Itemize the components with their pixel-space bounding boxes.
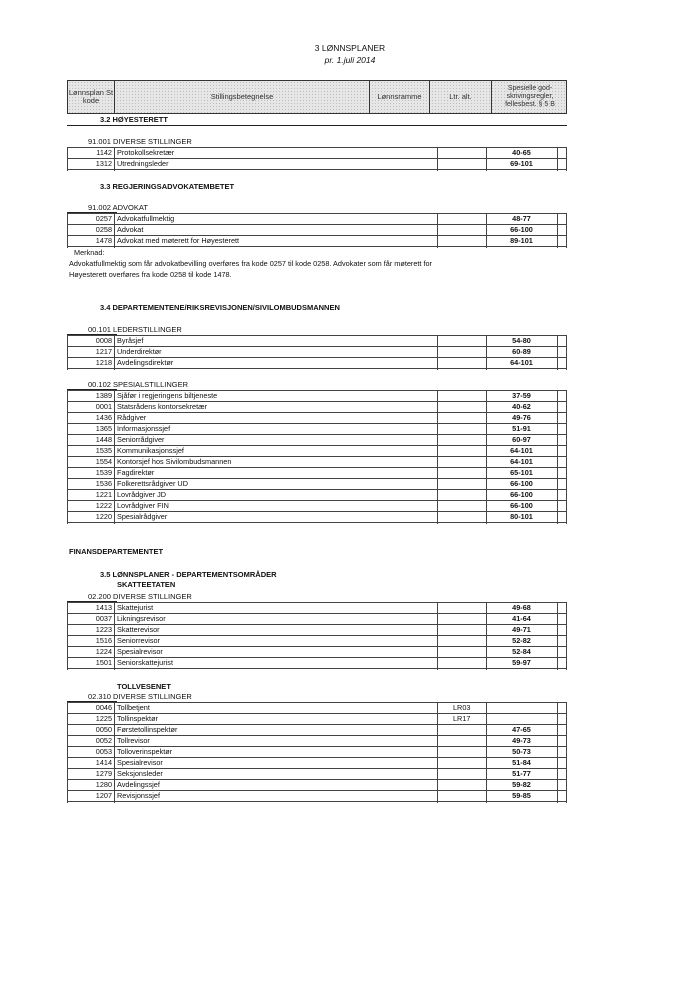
table-3-2 xyxy=(67,147,567,171)
stillingsbetegnelse-cell: Sjåfør i regjeringens biltjeneste xyxy=(117,391,218,400)
st-kode-cell: 1413 xyxy=(95,603,112,612)
ltr-alt-cell: 48-77 xyxy=(512,214,531,223)
ltr-alt-cell: 40-62 xyxy=(512,402,531,411)
st-kode-cell: 1448 xyxy=(95,435,112,444)
ltr-alt-cell: 59-85 xyxy=(512,791,531,800)
stillingsbetegnelse-cell: Tollbetjent xyxy=(117,703,150,712)
stillingsbetegnelse-cell: Spesialrevisor xyxy=(117,758,163,767)
table-row xyxy=(67,424,567,435)
table-row xyxy=(67,658,567,669)
table-row xyxy=(67,413,567,424)
ltr-alt-cell: 66-100 xyxy=(510,490,533,499)
st-kode-cell: 1389 xyxy=(95,391,112,400)
note-label: Merknad: xyxy=(74,248,105,257)
st-kode-cell: 1436 xyxy=(95,413,112,422)
table-row xyxy=(67,736,567,747)
stillingsbetegnelse-cell: Seniorskattejurist xyxy=(117,658,173,667)
col-stkode: Lønnsplan St kode xyxy=(68,81,115,113)
stillingsbetegnelse-cell: Seniorrevisor xyxy=(117,636,160,645)
ltr-alt-cell: 49-71 xyxy=(512,625,531,634)
table-row xyxy=(67,391,567,402)
table-row xyxy=(67,780,567,791)
table-row xyxy=(67,347,567,358)
table-row xyxy=(67,457,567,468)
table-row xyxy=(67,603,567,614)
group-title: 02.200 DIVERSE STILLINGER xyxy=(88,592,192,601)
table-row xyxy=(67,501,567,512)
table-row xyxy=(67,214,567,225)
table-3-3 xyxy=(67,213,567,248)
stillingsbetegnelse-cell: Revisjonssjef xyxy=(117,791,160,800)
subsection-title: SKATTEETATEN xyxy=(117,580,176,589)
stillingsbetegnelse-cell: Advokatfullmektig xyxy=(117,214,175,223)
stillingsbetegnelse-cell: Fagdirektør xyxy=(117,468,155,477)
table-row xyxy=(67,490,567,501)
table-row xyxy=(67,636,567,647)
st-kode-cell: 1539 xyxy=(95,468,112,477)
section-title-3-5: 3.5 LØNNSPLANER - DEPARTEMENTSOMRÅDER xyxy=(100,570,277,579)
lonnsramme-cell: LR17 xyxy=(453,714,471,723)
section-title-3-3: 3.3 REGJERINGSADVOKATEMBETET xyxy=(100,182,235,191)
stillingsbetegnelse-cell: Byråsjef xyxy=(117,336,144,345)
table-row xyxy=(67,402,567,413)
stillingsbetegnelse-cell: Avdelingssjef xyxy=(117,780,160,789)
st-kode-cell: 1207 xyxy=(95,791,112,800)
table-row xyxy=(67,625,567,636)
stillingsbetegnelse-cell: Tolloverinspektør xyxy=(117,747,173,756)
ltr-alt-cell: 60-97 xyxy=(512,435,531,444)
ltr-alt-cell: 64-101 xyxy=(510,457,533,466)
table-row xyxy=(67,468,567,479)
table-row xyxy=(67,769,567,780)
stillingsbetegnelse-cell: Seksjonsleder xyxy=(117,769,163,778)
table-row xyxy=(67,703,567,714)
stillingsbetegnelse-cell: Seniorrådgiver xyxy=(117,435,165,444)
st-kode-cell: 0046 xyxy=(95,703,112,712)
ltr-alt-cell: 59-97 xyxy=(512,658,531,667)
table-row xyxy=(67,446,567,457)
stillingsbetegnelse-cell: Skattejurist xyxy=(117,603,154,612)
st-kode-cell: 0001 xyxy=(95,402,112,411)
st-kode-cell: 1221 xyxy=(95,490,112,499)
stillingsbetegnelse-cell: Skatterevisor xyxy=(117,625,160,634)
stillingsbetegnelse-cell: Statsrådens kontorsekretær xyxy=(117,402,208,411)
group-title: 00.102 SPESIALSTILLINGER xyxy=(88,380,189,389)
ltr-alt-cell: 60-89 xyxy=(512,347,531,356)
table-row xyxy=(67,758,567,769)
stillingsbetegnelse-cell: Underdirektør xyxy=(117,347,162,356)
group-title: 00.101 LEDERSTILLINGER xyxy=(88,325,182,334)
st-kode-cell: 1218 xyxy=(95,358,112,367)
col-ltr-alt: Ltr. alt. xyxy=(430,81,492,113)
st-kode-cell: 1414 xyxy=(95,758,112,767)
st-kode-cell: 1222 xyxy=(95,501,112,510)
table-row xyxy=(67,725,567,736)
st-kode-cell: 0008 xyxy=(95,336,112,345)
table-row xyxy=(67,791,567,802)
st-kode-cell: 1554 xyxy=(95,457,112,466)
st-kode-cell: 1223 xyxy=(95,625,112,634)
ltr-alt-cell: 52-82 xyxy=(512,636,531,645)
lonnsramme-cell: LR03 xyxy=(453,703,471,712)
table-row xyxy=(67,479,567,490)
stillingsbetegnelse-cell: Advokat med møterett for Høyesterett xyxy=(117,236,240,245)
st-kode-cell: 0258 xyxy=(95,225,112,234)
st-kode-cell: 1516 xyxy=(95,636,112,645)
stillingsbetegnelse-cell: Likningsrevisor xyxy=(117,614,166,623)
ltr-alt-cell: 51-77 xyxy=(512,769,531,778)
col-lonnsramme: Lønnsramme xyxy=(370,81,430,113)
table-row xyxy=(67,614,567,625)
st-kode-cell: 0052 xyxy=(95,736,112,745)
stillingsbetegnelse-cell: Tollrevisor xyxy=(117,736,150,745)
stillingsbetegnelse-cell: Tollinspektør xyxy=(117,714,158,723)
ltr-alt-cell: 51-84 xyxy=(512,758,531,767)
st-kode-cell: 0053 xyxy=(95,747,112,756)
ltr-alt-cell: 64-101 xyxy=(510,358,533,367)
ltr-alt-cell: 69-101 xyxy=(510,159,533,168)
stillingsbetegnelse-cell: Protokollsekretær xyxy=(117,148,175,157)
subsection-title: TOLLVESENET xyxy=(117,682,171,691)
ltr-alt-cell: 64-101 xyxy=(510,446,533,455)
ltr-alt-cell: 65-101 xyxy=(510,468,533,477)
page-title: 3 LØNNSPLANER xyxy=(314,43,386,53)
stillingsbetegnelse-cell: Informasjonssjef xyxy=(117,424,171,433)
ltr-alt-cell: 50-73 xyxy=(512,747,531,756)
table-row xyxy=(67,159,567,170)
table-row xyxy=(67,236,567,247)
group-title: 02.310 DIVERSE STILLINGER xyxy=(88,692,192,701)
section-title-3-2: 3.2 HØYESTERETT xyxy=(100,115,168,124)
st-kode-cell: 1535 xyxy=(95,446,112,455)
col-spesielle: Spesielle god-skrivingsregler, fellesbest. § 5 B xyxy=(505,85,555,108)
ltr-alt-cell: 89-101 xyxy=(510,236,533,245)
st-kode-cell: 1536 xyxy=(95,479,112,488)
stillingsbetegnelse-cell: Utredningsleder xyxy=(117,159,169,168)
table-row xyxy=(67,225,567,236)
st-kode-cell: 0050 xyxy=(95,725,112,734)
ltr-alt-cell: 49-73 xyxy=(512,736,531,745)
stillingsbetegnelse-cell: Advokat xyxy=(117,225,144,234)
stillingsbetegnelse-cell: Kontorsjef hos Sivilombudsmannen xyxy=(117,457,232,466)
table-row xyxy=(67,336,567,347)
stillingsbetegnelse-cell: Kommunikasjonssjef xyxy=(117,446,184,455)
table-3-4-leder xyxy=(67,335,567,370)
table-row xyxy=(67,714,567,725)
section-title-3-4: 3.4 DEPARTEMENTENE/RIKSREVISJONEN/SIVILOMBUDSMANNEN xyxy=(100,303,340,312)
stillingsbetegnelse-cell: Spesialrevisor xyxy=(117,647,163,656)
divider xyxy=(67,125,567,126)
ltr-alt-cell: 37-59 xyxy=(512,391,531,400)
stillingsbetegnelse-cell: Lovrådgiver JD xyxy=(117,490,167,499)
table-row xyxy=(67,647,567,658)
ltr-alt-cell: 59-82 xyxy=(512,780,531,789)
st-kode-cell: 1224 xyxy=(95,647,112,656)
ltr-alt-cell: 52-84 xyxy=(512,647,531,656)
st-kode-cell: 1279 xyxy=(95,769,112,778)
ltr-alt-cell: 66-100 xyxy=(510,225,533,234)
table-row xyxy=(67,148,567,159)
table-3-5 xyxy=(67,602,567,670)
st-kode-cell: 1501 xyxy=(95,658,112,667)
ltr-alt-cell: 40-65 xyxy=(512,148,531,157)
st-kode-cell: 1478 xyxy=(95,236,112,245)
ltr-alt-cell: 66-100 xyxy=(510,501,533,510)
stillingsbetegnelse-cell: Rådgiver xyxy=(117,413,147,422)
column-header xyxy=(67,80,567,114)
st-kode-cell: 0037 xyxy=(95,614,112,623)
stillingsbetegnelse-cell: Førstetollinspektør xyxy=(117,725,178,734)
ltr-alt-cell: 41-64 xyxy=(512,614,531,623)
group-title: 91.002 ADVOKAT xyxy=(88,203,148,212)
st-kode-cell: 0257 xyxy=(95,214,112,223)
ltr-alt-cell: 80-101 xyxy=(510,512,533,521)
st-kode-cell: 1142 xyxy=(96,148,112,157)
table-row xyxy=(67,435,567,446)
page-subtitle: pr. 1.juli 2014 xyxy=(324,55,376,65)
stillingsbetegnelse-cell: Spesialrådgiver xyxy=(117,512,168,521)
stillingsbetegnelse-cell: Folkerettsrådgiver UD xyxy=(117,479,188,488)
st-kode-cell: 1365 xyxy=(95,424,112,433)
ltr-alt-cell: 49-68 xyxy=(512,603,531,612)
st-kode-cell: 1217 xyxy=(95,347,112,356)
stillingsbetegnelse-cell: Lovrådgiver FIN xyxy=(117,501,169,510)
st-kode-cell: 1225 xyxy=(95,714,112,723)
col-stillingsbetegnelse: Stillingsbetegnelse xyxy=(115,81,370,113)
group-title: 91.001 DIVERSE STILLINGER xyxy=(88,137,192,146)
table-row xyxy=(67,747,567,758)
table-row xyxy=(67,512,567,523)
note-line-2: Høyesterett overføres fra kode 0258 til kode 1478. xyxy=(69,270,232,279)
table-3-4-spesial xyxy=(67,390,567,524)
table-row xyxy=(67,358,567,369)
st-kode-cell: 1280 xyxy=(95,780,112,789)
ltr-alt-cell: 49-76 xyxy=(512,413,531,422)
table-tollvesenet xyxy=(67,702,567,803)
note-line-1: Advokatfullmektig som får advokatbevilling overføres fra kode 0257 til kode 0258. Advokater som får møterett for xyxy=(69,259,432,268)
ltr-alt-cell: 66-100 xyxy=(510,479,533,488)
ltr-alt-cell: 47-65 xyxy=(512,725,531,734)
ministry-heading: FINANSDEPARTEMENTET xyxy=(69,547,164,556)
ltr-alt-cell: 54-80 xyxy=(512,336,531,345)
stillingsbetegnelse-cell: Avdelingsdirektør xyxy=(117,358,174,367)
st-kode-cell: 1312 xyxy=(95,159,112,168)
ltr-alt-cell: 51-91 xyxy=(512,424,531,433)
st-kode-cell: 1220 xyxy=(95,512,112,521)
